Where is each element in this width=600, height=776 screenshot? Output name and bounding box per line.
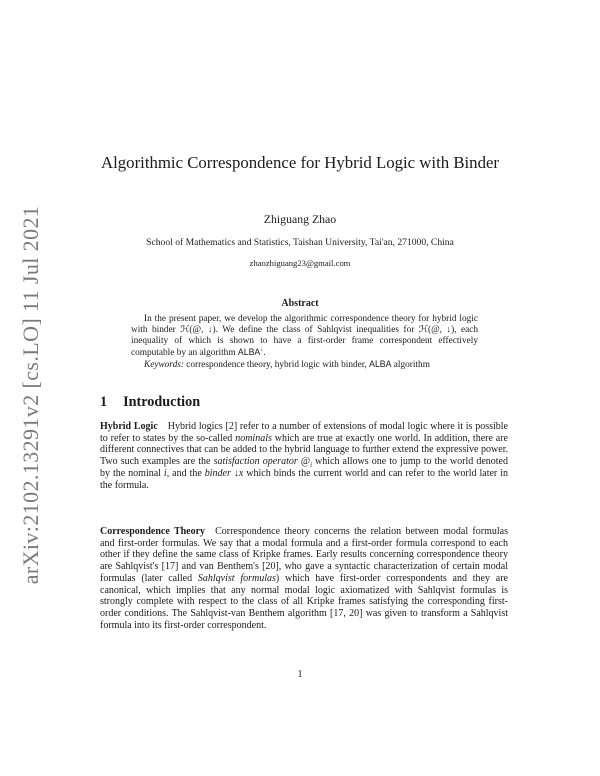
- abstract-body: [131, 314, 478, 371]
- abstract-text: In the present paper, we develop the algorithmic correspondence theory for hybrid logic with binder ℋ(@, ↓). We define the class of Sahlqvist inequalities for ℋ(@, ↓), each inequality of which is shown to have a first-order frame correspondent effectively computable by an algorithm ALBA↓.: [131, 314, 478, 358]
- section-number: 1: [100, 394, 108, 410]
- section-heading-introduction: [100, 394, 200, 411]
- arxiv-watermark: arXiv:2102.13291v2 [cs.LO] 11 Jul 2021: [18, 205, 43, 585]
- paper-title: Algorithmic Correspondence for Hybrid Logic with Binder: [101, 153, 499, 172]
- author-name: Zhiguang Zhao: [263, 212, 337, 226]
- author-email: zhaozhiguang23@gmail.com: [249, 258, 351, 268]
- author-affiliation: School of Mathematics and Statistics, Taishan University, Tai'an, 271000, China: [146, 237, 454, 248]
- page-number: 1: [297, 669, 303, 680]
- paragraph-hybrid-logic: Hybrid Logic Hybrid logics [2] refer to a number of extensions of modal logic where it is possible to refer to states by the so-called nominals which are true at exactly one world. In addition, there are different connectives that can be added to the hybrid language to further extend the expressive power. Two such examples are the satisfaction operator $@_i$ which allows one to jump to the world denoted by the nominal i, and the binder ↓x which binds the current world and can refer to the world later in the formula.: [100, 421, 509, 491]
- paragraph-correspondence-theory: Correspondence Theory Correspondence theory concerns the relation between modal formulas and first-order formulas. We say that a modal formula and a first-order formula correspond to each other if they define the same class of Kripke frames. Early results concerning correspondence theory are Sahlqvist's [17] and van Benthem's [20], who gave a syntactic characterization of certain modal formulas (later called Sahlqvist formulas) which have first-order correspondents and they are canonical, which implies that any normal modal logic axiomatized with Sahlqvist formulas is strongly complete with respect to the class of all Kripke frames satisfying the corresponding first-order conditions. The Sahlqvist-van Benthem algorithm [17, 20] was given to transform a Sahlqvist formula into its first-order correspondent.: [100, 526, 508, 631]
- section-title: Introduction: [123, 394, 201, 410]
- abstract-keywords: Keywords: correspondence theory, hybrid logic with binder, ALBA algorithm: [144, 358, 430, 370]
- abstract-heading: Abstract: [281, 298, 319, 309]
